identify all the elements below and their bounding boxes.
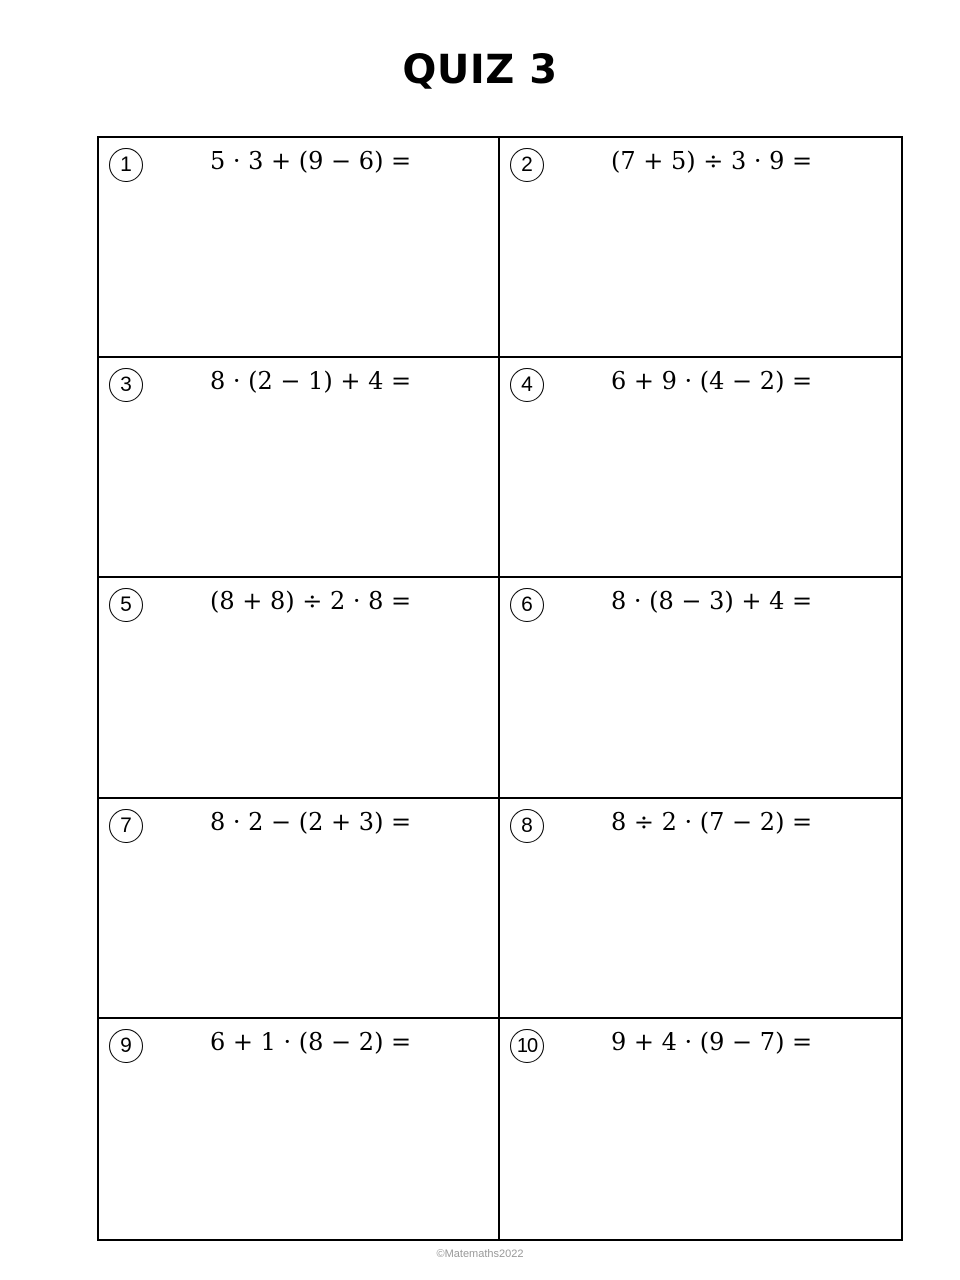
question-cell[interactable] xyxy=(99,578,500,798)
question-expression: 8 · 2 − (2 + 3) = xyxy=(210,807,412,836)
question-expression: 8 · (2 − 1) + 4 = xyxy=(210,367,412,396)
question-cell[interactable] xyxy=(500,578,901,798)
question-number: 2 xyxy=(510,148,544,182)
question-expression: 6 + 9 · (4 − 2) = xyxy=(611,367,813,396)
copyright-footer: ©Matemaths2022 xyxy=(436,1248,524,1260)
question-number: 1 xyxy=(109,148,143,182)
question-grid xyxy=(97,136,903,1241)
question-expression: (7 + 5) ÷ 3 · 9 = xyxy=(611,147,813,175)
question-expression: (8 + 8) ÷ 2 · 8 = xyxy=(210,587,412,616)
question-cell[interactable] xyxy=(500,1019,901,1239)
question-number: 10 xyxy=(510,1029,544,1063)
question-number: 3 xyxy=(109,368,143,402)
question-number: 5 xyxy=(109,588,143,622)
question-expression: 5 · 3 + (9 − 6) = xyxy=(210,147,412,175)
question-cell[interactable] xyxy=(99,799,500,1019)
question-number: 9 xyxy=(109,1029,143,1063)
page-title: QUIZ 3 xyxy=(402,47,558,93)
question-number: 6 xyxy=(510,588,544,622)
question-cell[interactable] xyxy=(99,358,500,578)
question-cell[interactable] xyxy=(500,799,901,1019)
question-expression: 8 ÷ 2 · (7 − 2) = xyxy=(611,807,813,836)
question-expression: 9 + 4 · (9 − 7) = xyxy=(611,1027,813,1056)
question-cell[interactable] xyxy=(99,1019,500,1239)
question-number: 7 xyxy=(109,809,143,843)
question-cell[interactable] xyxy=(500,138,901,358)
question-number: 4 xyxy=(510,368,544,402)
question-number: 8 xyxy=(510,809,544,843)
question-expression: 8 · (8 − 3) + 4 = xyxy=(611,587,813,616)
question-expression: 6 + 1 · (8 − 2) = xyxy=(210,1027,412,1056)
question-cell[interactable] xyxy=(500,358,901,578)
question-cell[interactable] xyxy=(99,138,500,358)
